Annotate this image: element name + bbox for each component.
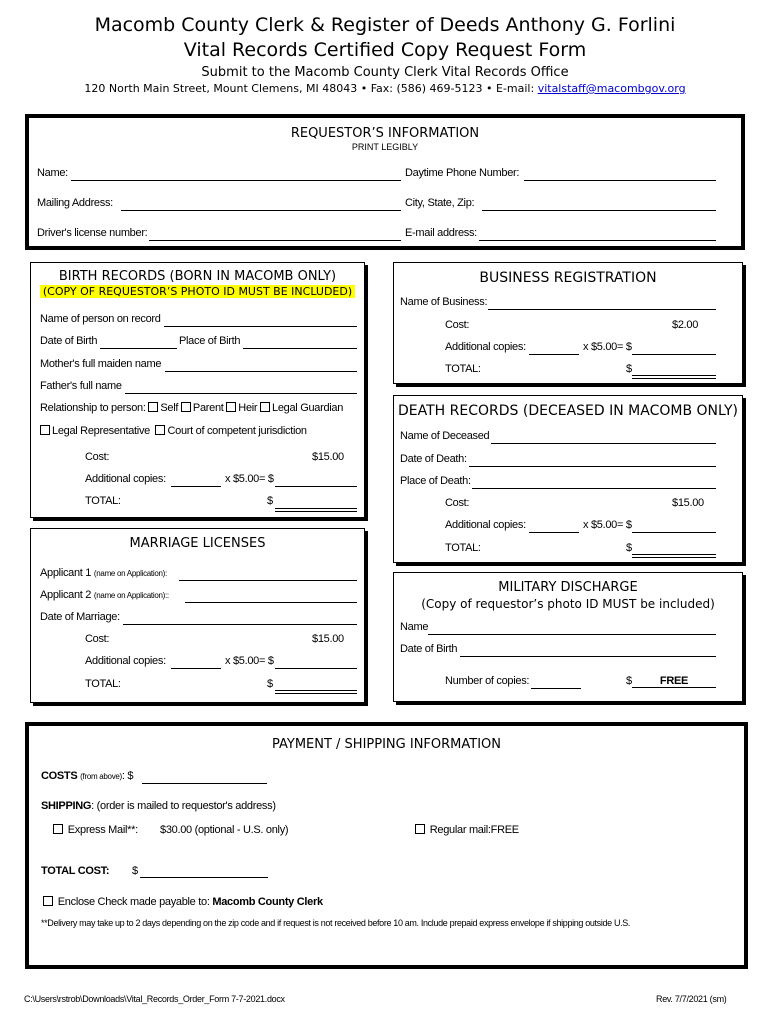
marriage-additional-field[interactable]: [171, 668, 221, 669]
marriage-total-field[interactable]: [275, 690, 357, 694]
military-copies-label: Number of copies:: [445, 675, 530, 687]
court-checkbox[interactable]: [155, 425, 165, 435]
express-price: $30.00 (optional - U.S. only): [160, 824, 289, 836]
business-total-field[interactable]: [632, 375, 716, 379]
self-checkbox[interactable]: [148, 402, 158, 412]
marriage-subtotal-field[interactable]: [275, 668, 357, 669]
death-multiplier: x $5.00= $: [583, 519, 632, 531]
birth-additional-field[interactable]: [171, 486, 221, 487]
address-text: 120 North Main Street, Mount Clemens, MI 48043 • Fax: (586) 469-5123 • E-mail:: [84, 82, 538, 95]
business-cost-value: $2.00: [672, 319, 699, 331]
business-name-label: Name of Business:: [400, 296, 488, 308]
birth-pob-label: Place of Birth: [179, 335, 241, 347]
shipping-row: SHIPPING: (order is mailed to requestor's address): [41, 800, 276, 812]
birth-notice: (COPY OF REQUESTOR’S PHOTO ID MUST BE INCLUDED): [31, 285, 364, 298]
birth-person-field[interactable]: [164, 326, 357, 327]
requestor-subtitle: PRINT LEGIBLY: [351, 142, 419, 152]
costs-row: COSTS (from above): $: [41, 770, 134, 782]
enclose-checkbox[interactable]: [43, 896, 53, 906]
parent-label: Parent: [192, 402, 224, 414]
death-cost-value: $15.00: [672, 497, 704, 509]
military-free: FREE: [632, 675, 716, 688]
applicant1-field[interactable]: [179, 580, 357, 581]
footer-path: C:\Users\rstrob\Downloads\Vital_Records_Order_Form 7-7-2021.docx: [24, 994, 285, 1004]
city-field[interactable]: [482, 210, 716, 211]
business-name-field[interactable]: [488, 309, 716, 310]
military-dob-field[interactable]: [460, 656, 716, 657]
death-additional-field[interactable]: [529, 532, 579, 533]
total-cost-label: TOTAL COST:: [41, 865, 110, 877]
parent-checkbox[interactable]: [181, 402, 191, 412]
applicant2-row: Applicant 2 (name on Application)::: [40, 589, 169, 601]
business-additional-field[interactable]: [529, 354, 579, 355]
birth-dob-field[interactable]: [100, 348, 177, 349]
guardian-checkbox[interactable]: [260, 402, 270, 412]
birth-pob-field[interactable]: [243, 348, 357, 349]
death-total-label: TOTAL:: [445, 542, 481, 554]
marriage-date-label: Date of Marriage:: [40, 611, 120, 623]
death-total-field[interactable]: [632, 554, 716, 558]
form-title-line1: Macomb County Clerk & Register of Deeds Anthony G. Forlini: [94, 14, 676, 36]
birth-additional-label: Additional copies:: [85, 473, 166, 485]
birth-total-field[interactable]: [275, 508, 357, 512]
email-link[interactable]: vitalstaff@macombgov.org: [537, 82, 686, 95]
address-line: [0, 82, 770, 95]
birth-cost-value: $15.00: [312, 451, 344, 463]
death-place-field[interactable]: [472, 488, 716, 489]
name-label: Name:: [37, 167, 68, 179]
name-field[interactable]: [71, 180, 401, 181]
birth-subtotal-field[interactable]: [275, 486, 357, 487]
payment-section: [25, 722, 748, 969]
death-place-label: Place of Death:: [400, 475, 471, 487]
military-name-label: Name: [400, 621, 429, 633]
marriage-dollar: $: [267, 678, 273, 690]
military-copies-field[interactable]: [531, 688, 581, 689]
phone-label: Daytime Phone Number:: [405, 167, 520, 179]
relationship-row2: [40, 425, 307, 437]
costs-field[interactable]: [142, 783, 267, 784]
death-additional-label: Additional copies:: [445, 519, 526, 531]
death-dollar: $: [626, 542, 632, 554]
death-section: [393, 395, 743, 563]
military-dob-label: Date of Birth: [400, 643, 458, 655]
express-checkbox[interactable]: [53, 824, 63, 834]
marriage-multiplier: x $5.00= $: [225, 655, 274, 667]
form-title-line2: Vital Records Certified Copy Request Form: [183, 39, 587, 61]
marriage-additional-label: Additional copies:: [85, 655, 166, 667]
heir-label: Heir: [238, 402, 258, 414]
email-label: E-mail address:: [405, 227, 477, 239]
self-label: Self: [160, 402, 179, 414]
father-field[interactable]: [125, 393, 357, 394]
marriage-total-label: TOTAL:: [85, 678, 121, 690]
birth-cost-label: Cost:: [85, 451, 110, 463]
enclose-row: Enclose Check made payable to: Macomb County Clerk: [43, 896, 323, 908]
birth-title: BIRTH RECORDS (BORN IN MACOMB ONLY): [58, 269, 337, 284]
applicant1-row: Applicant 1 (name on Application):: [40, 567, 167, 579]
regular-row: Regular mail:FREE: [415, 824, 519, 836]
business-multiplier: x $5.00= $: [583, 341, 632, 353]
death-cost-label: Cost:: [445, 497, 470, 509]
father-label: Father's full name: [40, 380, 122, 392]
birth-dollar: $: [267, 495, 273, 507]
regular-checkbox[interactable]: [415, 824, 425, 834]
email-field[interactable]: [479, 240, 716, 241]
license-label: Driver's license number:: [37, 227, 148, 239]
footer-revision: Rev. 7/7/2021 (sm): [656, 994, 727, 1004]
business-additional-label: Additional copies:: [445, 341, 526, 353]
death-date-label: Date of Death:: [400, 453, 467, 465]
legal-rep-label: Legal Representative: [52, 425, 150, 437]
military-name-field[interactable]: [428, 634, 716, 635]
business-cost-label: Cost:: [445, 319, 470, 331]
marriage-cost-label: Cost:: [85, 633, 110, 645]
death-title: DEATH RECORDS (DECEASED IN MACOMB ONLY): [398, 403, 738, 419]
business-subtotal-field[interactable]: [632, 354, 716, 355]
marriage-date-field[interactable]: [123, 624, 357, 625]
birth-multiplier: x $5.00= $: [225, 473, 274, 485]
relationship-label: Relationship to person:: [40, 402, 146, 414]
marriage-section: [30, 528, 365, 703]
marriage-title: MARRIAGE LICENSES: [129, 536, 266, 551]
birth-section: [30, 262, 365, 518]
deceased-field[interactable]: [491, 443, 716, 444]
requestor-section: [25, 114, 745, 250]
legal-rep-checkbox[interactable]: [40, 425, 50, 435]
relationship-row: [40, 402, 343, 414]
heir-checkbox[interactable]: [226, 402, 236, 412]
mailing-label: Mailing Address:: [37, 197, 113, 209]
military-dollar: $: [626, 675, 632, 687]
business-dollar: $: [626, 363, 632, 375]
guardian-label: Legal Guardian: [272, 402, 344, 414]
military-section: [393, 572, 743, 702]
marriage-cost-value: $15.00: [312, 633, 344, 645]
business-total-label: TOTAL:: [445, 363, 481, 375]
birth-total-label: TOTAL:: [85, 495, 121, 507]
total-cost-dollar: $: [132, 865, 138, 877]
death-subtotal-field[interactable]: [632, 532, 716, 533]
license-field[interactable]: [149, 240, 401, 241]
city-label: City, State, Zip:: [405, 197, 475, 209]
total-cost-field[interactable]: [140, 877, 268, 878]
court-label: Court of competent jurisdiction: [167, 425, 307, 437]
business-section: [393, 262, 743, 384]
express-row: Express Mail**:: [53, 824, 138, 836]
mother-field[interactable]: [165, 371, 357, 372]
delivery-note: **Delivery may take up to 2 days depending on the zip code and if request is not received before 10 am. Include prepaid express envelope if shipping outside U.S.: [41, 918, 631, 928]
birth-person-label: Name of person on record: [40, 313, 161, 325]
birth-dob-label: Date of Birth: [40, 335, 98, 347]
payment-title: PAYMENT / SHIPPING INFORMATION: [271, 737, 501, 752]
military-title: MILITARY DISCHARGE: [498, 580, 638, 595]
requestor-title: REQUESTOR’S INFORMATION: [290, 126, 480, 141]
mother-label: Mother's full maiden name: [40, 358, 162, 370]
business-title: BUSINESS REGISTRATION: [479, 270, 657, 286]
deceased-label: Name of Deceased: [400, 430, 490, 442]
phone-field[interactable]: [524, 180, 716, 181]
mailing-field[interactable]: [121, 210, 401, 211]
military-notice: (Copy of requestor’s photo ID MUST be included): [421, 597, 715, 611]
submit-line: Submit to the Macomb County Clerk Vital Records Office: [201, 65, 569, 80]
applicant2-field[interactable]: [185, 602, 357, 603]
death-date-field[interactable]: [469, 466, 716, 467]
